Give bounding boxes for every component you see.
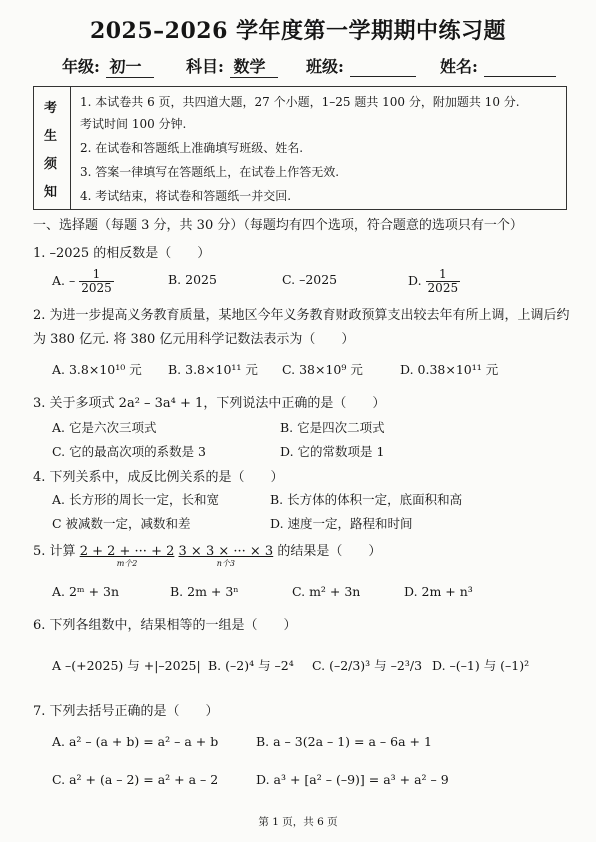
notice-side-char: 须 xyxy=(44,157,58,172)
class-blank xyxy=(350,57,416,77)
q6-option-c: C. (–2/3)³ 与 –2³/3 xyxy=(312,658,423,673)
notice-rule: 1. 本试卷共 6 页，共四道大题，27 个小题，1–25 题共 100 分，附加题共 10 分. xyxy=(80,95,520,109)
name-label: 姓名: xyxy=(440,57,478,76)
q5-product: 3 × 3 × ··· × 3 xyxy=(178,544,274,559)
class-label: 班级: xyxy=(306,57,344,76)
section-heading: 一、选择题（每题 3 分，共 30 分）（每题均有四个选项，符合题意的选项只有一个） xyxy=(33,218,523,233)
question-5-stem xyxy=(33,540,382,568)
subject-value: 数学 xyxy=(230,54,278,78)
question-3-stem: 3. 关于多项式 2a² – 3a⁴ + 1，下列说法中正确的是（ ） xyxy=(33,396,386,411)
q2-option-d: D. 0.38×10¹¹ 元 xyxy=(400,362,499,377)
q7-option-d: D. a³ + [a² – (–9)] = a³ + a² – 9 xyxy=(256,772,449,787)
q5-option-b: B. 2m + 3ⁿ xyxy=(170,584,239,599)
notice-side-char: 生 xyxy=(44,129,58,144)
q7-option-c: C. a² + (a – 2) = a² + a – 2 xyxy=(52,772,219,787)
q5-suffix: 的结果是（ ） xyxy=(277,544,382,559)
q6-option-d: D. –(–1) 与 (–1)² xyxy=(432,658,530,673)
q1-option-a xyxy=(52,268,114,295)
grade-value: 初一 xyxy=(106,54,154,78)
notice-side-char: 考 xyxy=(44,101,58,116)
notice-side-label xyxy=(34,87,71,209)
q1-option-d-fraction xyxy=(426,268,461,295)
name-field xyxy=(440,54,556,77)
q3-option-a: A. 它是六次三项式 xyxy=(52,420,157,435)
question-4-stem: 4. 下列关系中，成反比例关系的是（ ） xyxy=(33,470,284,485)
class-field xyxy=(306,54,416,77)
name-blank xyxy=(484,57,556,77)
q7-option-b: B. a – 3(2a – 1) = a – 6a + 1 xyxy=(256,734,432,749)
question-1-stem: 1. –2025 的相反数是（ ） xyxy=(33,246,211,261)
q3-option-c: C. 它的最高次项的系数是 3 xyxy=(52,444,206,459)
notice-box xyxy=(33,86,567,210)
grade-field xyxy=(62,54,154,78)
q1-option-d xyxy=(408,268,460,295)
q5-prefix: 5. 计算 xyxy=(33,544,76,559)
notice-rule: 3. 答案一律填写在答题纸上，在试卷上作答无效. xyxy=(80,165,340,179)
notice-rule: 考试时间 100 分钟. xyxy=(80,117,187,131)
q3-option-d: D. 它的常数项是 1 xyxy=(280,444,385,459)
question-2-stem-line1: 2. 为进一步提高义务教育质量，某地区今年义务教育财政预算支出较去年有所上调，上调后约 xyxy=(33,308,570,323)
q5-option-c: C. m² + 3n xyxy=(292,584,361,599)
page-footer: 第 1 页，共 6 页 xyxy=(258,816,338,828)
q2-option-a: A. 3.8×10¹⁰ 元 xyxy=(52,362,142,377)
q1-option-c: C. –2025 xyxy=(282,272,338,287)
q4-option-a: A. 长方形的周长一定，长和宽 xyxy=(52,492,219,507)
q4-option-b: B. 长方体的体积一定，底面积和高 xyxy=(270,492,463,507)
q1-option-b: B. 2025 xyxy=(168,272,217,287)
q5-product-note: n个3 xyxy=(216,559,235,568)
notice-rule: 2. 在试卷和答题纸上准确填写班级、姓名. xyxy=(80,141,304,155)
notice-side-char: 知 xyxy=(44,185,58,200)
q2-option-b: B. 3.8×10¹¹ 元 xyxy=(168,362,258,377)
q1-option-d-prefix: D. xyxy=(408,273,422,288)
notice-rule: 4. 考试结束，将试卷和答题纸一并交回. xyxy=(80,189,292,203)
q7-option-a: A. a² – (a + b) = a² – a + b xyxy=(52,734,219,749)
q5-sum-note: m个2 xyxy=(116,559,138,568)
q1-option-a-fraction xyxy=(79,268,114,295)
q1-a-denominator: 2025 xyxy=(81,281,112,295)
q6-option-b: B. (–2)⁴ 与 –2⁴ xyxy=(208,658,294,673)
question-6-stem: 6. 下列各组数中，结果相等的一组是（ ） xyxy=(33,618,297,633)
q4-option-c: C 被减数一定，减数和差 xyxy=(52,516,191,531)
subject-label: 科目: xyxy=(186,57,224,76)
q5-option-d: D. 2m + n³ xyxy=(404,584,473,599)
grade-label: 年级: xyxy=(62,57,100,76)
q5-sum-expression xyxy=(79,544,175,568)
subject-field xyxy=(186,54,278,78)
q5-product-expression xyxy=(178,544,274,568)
q5-sum: 2 + 2 + ··· + 2 xyxy=(79,544,175,559)
q1-a-numerator: 1 xyxy=(79,268,114,282)
exam-title: 2025–2026 学年度第一学期期中练习题 xyxy=(89,18,507,44)
question-7-stem: 7. 下列去括号正确的是（ ） xyxy=(33,704,219,719)
q2-option-c: C. 38×10⁹ 元 xyxy=(282,362,363,377)
question-2-stem-line2: 为 380 亿元. 将 380 亿元用科学记数法表示为（ ） xyxy=(33,332,355,347)
q1-d-denominator: 2025 xyxy=(427,281,459,295)
q1-option-a-prefix: A. – xyxy=(52,273,76,288)
q3-option-b: B. 它是四次二项式 xyxy=(280,420,385,435)
q6-option-a: A –(+2025) 与 +|–2025| xyxy=(52,658,201,673)
q5-option-a: A. 2ᵐ + 3n xyxy=(52,584,120,599)
q1-d-numerator: 1 xyxy=(426,268,461,282)
q4-option-d: D. 速度一定，路程和时间 xyxy=(270,516,413,531)
